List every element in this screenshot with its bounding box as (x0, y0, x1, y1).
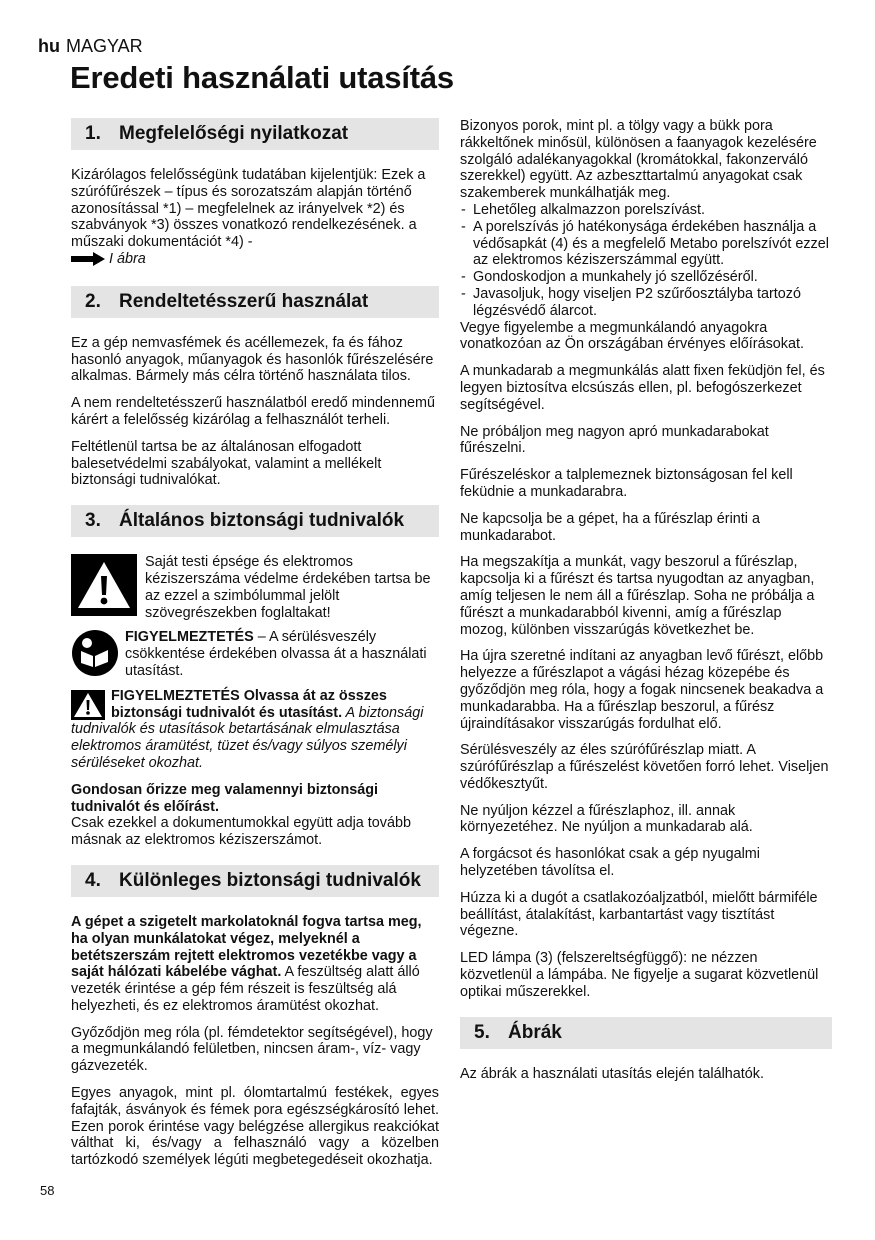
paragraph: Győződjön meg róla (pl. fémdetektor segítségével), hogy a megmunkálandó felületben, nincsen áram-, víz- vagy gázvezeték. (71, 1024, 433, 1075)
section-3-heading: 3. Általános biztonsági tudnivalók (71, 505, 439, 537)
warning-notice-2 (71, 688, 439, 772)
paragraph: Ez a gép nemvasfémek és acéllemezek, fa és fához hasonló anyagok, műanyagok és hasonlók fűrészelésére alkalmas. Bármely más célra történő használata tilos. (71, 334, 434, 385)
figure-reference: I ábra (109, 250, 146, 267)
paragraph: Vegye figyelembe a megmunkálandó anyagokra vonatkozóan az Ön országában érvényes előírásokat. (460, 319, 804, 353)
paragraph: LED lámpa (3) (felszereltségfüggő): ne nézzen közvetlenül a lámpába. Ne figyelje a sugarat közvetlenül optikai műszerekkel. (460, 950, 819, 1000)
dust-list (460, 202, 832, 320)
paragraph: Sérülésveszély az éles szúrófűrészlap miatt. A szúrófűrészlap a fűrészelést követően forró lehet. Viseljen védőkesztyűt. (460, 742, 829, 792)
keep-instructions: Gondosan őrizze meg valamennyi biztonsági tudnivalót és előírást. Csak ezekkel a dokumentumokkal együtt adja tovább másnak az elektromos kéziszerszámot. (71, 781, 411, 849)
language-name: MAGYAR (66, 36, 143, 56)
left-column (71, 118, 439, 1179)
page-title: Eredeti használati utasítás (70, 60, 454, 95)
warning-2-bold: FIGYELMEZTETÉS Olvassa át az összes biztonsági tudnivalót és utasítást. (111, 687, 387, 721)
read-manual-icon (71, 629, 119, 677)
section-5-body: Az ábrák a használati utasítás elején találhatók. (460, 1065, 764, 1082)
section-1-body: Kizárólagos felelősségünk tudatában kijelentjük: Ezek a szúrófűrészek – típus és sorozatszám alapján történő azonosítással *1) – megfelelnek az irányelvek *2) és szabványok *3) összes vonatkozó rendelkezésének. a műszaki dokumentációt *4) - I ábra (71, 167, 426, 267)
warning-icon (71, 690, 105, 720)
list-item: - Lehetőleg alkalmazzon porelszívást. (460, 202, 832, 219)
language-code: hu (38, 36, 60, 56)
paragraph: A gépet a szigetelt markolatoknál fogva tartsa meg, ha olyan munkálatokat végez, melyeknél a betétszerszám rejtett elektromos vezetékbe vagy a saját hálózati kábelébe vághat. A feszültség alatt álló vezeték érintése a gép fém részeit is feszültség alá helyezheti, és ez elektromos áramütést okozhat. (71, 913, 422, 1014)
paragraph: A forgácsot és hasonlókat csak a gép nyugalmi helyzetében távolítsa el. (460, 846, 760, 880)
warning-2-italic: A biztonsági tudnivalók és utasítások betartásának elmulasztása elektromos áramütést, tüzet és/vagy súlyos személyi sérüléseket okozhat. (71, 704, 424, 771)
list-item: - Javasoljuk, hogy viseljen P2 szűrőosztályba tartozó légzésvédő álarcot. (460, 286, 832, 320)
paragraph: Húzza ki a dugót a csatlakozóaljzatból, mielőtt bármiféle beállítást, átalakítást, karbantartást vagy tisztítást végezne. (460, 889, 818, 940)
arrow-right-icon (71, 252, 105, 266)
warning-text: Saját testi épsége és elektromos kéziszerszáma védelme érdekében tartsa be az ezzel a szimbólummal jelölt szövegrészekben foglaltakat! (145, 554, 431, 621)
read-manual-label: FIGYELMEZTETÉS (125, 629, 254, 646)
paragraph: Ha újra szeretné indítani az anyagban levő fűrészt, előbb helyezze a fűrészlapot a vágási hézag közepébe és győződjön meg róla, hogy a fogak nincsenek beakadva a munkadarabba. Ha a fűrészlap beszorul, a fűrész újraindításakor visszarúgás fordulhat elő. (460, 648, 824, 732)
list-item: - A porelszívás jó hatékonysága érdekében használja a védősapkát (4) és a megfelelő Metabo porelszívót ezzel az elektromos kéziszerszámmal együtt. (460, 219, 832, 269)
paragraph: Bizonyos porok, mint pl. a tölgy vagy a bükk pora rákkeltőnek minősül, különösen a faanyagok kezelésére szolgáló adalékanyagokkal (kromátokkal, fakonzerváló szerekkel) együtt. Az azbeszttartalmú anyagokat csak szakemberek munkálhatják meg. (460, 118, 817, 202)
paragraph: Feltétlenül tartsa be az általánosan elfogadott balesetvédelmi szabályokat, valamint a mellékelt biztonsági tudnivalókat. (71, 438, 382, 489)
paragraph: Ne próbáljon meg nagyon apró munkadarabokat fűrészelni. (460, 423, 769, 457)
section-1-heading: 1. Megfelelőségi nyilatkozat (71, 118, 439, 150)
section-2-heading: 2. Rendeltetésszerű használat (71, 286, 439, 318)
list-item: - Gondoskodjon a munkahely jó szellőzéséről. (460, 269, 832, 286)
language-label (38, 36, 143, 57)
warning-icon (71, 554, 137, 616)
read-manual-notice: FIGYELMEZTETÉS – A sérülésveszély csökkentése érdekében olvassa át a használati utasítást. (71, 629, 439, 679)
warning-notice (71, 554, 439, 621)
paragraph: A munkadarab a megmunkálás alatt fixen feküdjön fel, és legyen biztosítva elcsúszás ellen, pl. befogószerkezet segítségével. (460, 363, 825, 413)
paragraph: Ne nyúljon kézzel a fűrészlaphoz, ill. annak környezetéhez. Ne nyúljon a munkadarab alá. (460, 802, 753, 836)
paragraph: Egyes anyagok, mint pl. ólomtartalmú festékek, egyes fafajták, ásványok és fémek pora egészségkárosító lehet. Ezen porok érintése vagy belégzése allergikus reakciókat válthat ki, és/vagy a felhasználó vagy a közelben tartózkodó személyek légúti megbetegedéseit okozhatja. (71, 1085, 439, 1169)
section-5-heading: 5. Ábrák (460, 1017, 832, 1049)
paragraph: A nem rendeltetésszerű használatból eredő mindennemű kárért a felelősség kizárólag a felhasználót terheli. (71, 395, 435, 428)
paragraph: Ne kapcsolja be a gépet, ha a fűrészlap érinti a munkadarabot. (460, 510, 760, 544)
right-column (460, 118, 832, 1092)
paragraph: Fűrészeléskor a talplemeznek biztonságosan fel kell feküdnie a munkadarabra. (460, 467, 793, 500)
section-4-heading: 4. Különleges biztonsági tudnivalók (71, 865, 439, 897)
page-number: 58 (40, 1183, 55, 1198)
paragraph: Ha megszakítja a munkát, vagy beszorul a fűrészlap, kapcsolja ki a fűrészt és tartsa nyugodtan az anyagban, amíg teljesen le nem áll a fűrészlap. Soha ne próbálja a fűrészt a munkadarabból kivenni, amíg a fűrészlap mozog, különben visszarúgás következhet be. (460, 554, 815, 638)
